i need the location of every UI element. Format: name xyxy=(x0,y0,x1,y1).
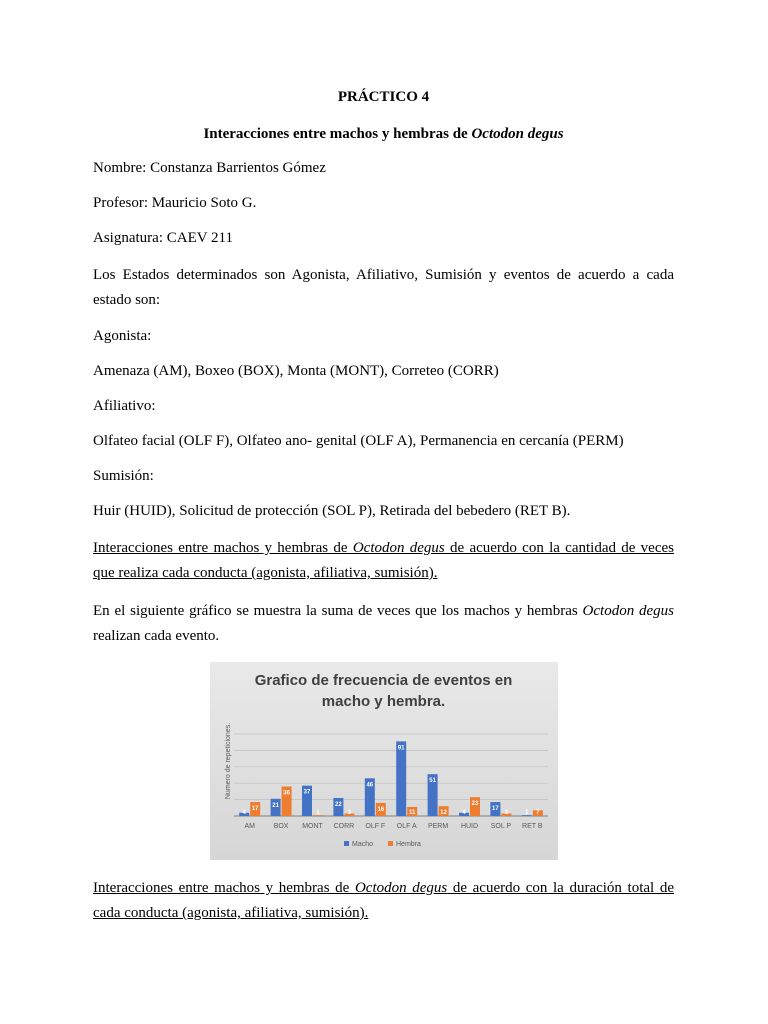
x-tick-label: CORR xyxy=(333,823,354,830)
legend-swatch-hembra xyxy=(388,841,393,846)
x-tick-label: AM xyxy=(243,823,255,830)
course-code: Asignatura: CAEV 211 xyxy=(93,230,233,246)
section1-text: Interacciones entre machos y hembras de xyxy=(93,540,353,556)
student-name: Nombre: Constanza Barrientos Gómez xyxy=(93,160,326,176)
section-heading-frequency xyxy=(93,536,674,586)
section-heading-duration xyxy=(93,876,674,926)
chart-title-line2: macho y hembra. xyxy=(321,693,446,710)
data-label: 17 xyxy=(491,806,499,813)
subtitle-species: Octodon degus xyxy=(471,126,564,142)
document-subtitle xyxy=(93,124,674,144)
x-tick-label: OLF F xyxy=(364,823,385,830)
chart-intro-paragraph xyxy=(93,599,674,649)
data-label: 36 xyxy=(282,790,290,797)
chart-intro-text: En el siguiente gráfico se muestra la suma de veces que los machos y hembras xyxy=(93,603,583,619)
data-label: 22 xyxy=(334,801,342,808)
data-label: 3 xyxy=(504,810,508,816)
data-label: 1 xyxy=(524,810,528,816)
data-label: 23 xyxy=(471,801,478,808)
x-tick-label: BOX xyxy=(273,823,288,830)
section1-species: Octodon degus xyxy=(352,540,445,556)
section2-species: Octodon degus xyxy=(354,880,448,896)
sumision-events: Huir (HUID), Solicitud de protección (SOL P), Retirada del bebedero (RET B). xyxy=(93,503,571,519)
data-label: 7 xyxy=(535,810,539,816)
data-label: 12 xyxy=(439,810,447,816)
chart-title-line1: Grafico de frecuencia de eventos en xyxy=(254,672,513,689)
x-tick-label: PERM xyxy=(427,823,448,830)
data-label: 16 xyxy=(376,806,384,813)
chart-intro-text-end: realizan cada evento. xyxy=(93,628,220,644)
subtitle-text: Interacciones entre machos y hembras de xyxy=(203,126,472,142)
chart-intro-species: Octodon degus xyxy=(582,603,674,619)
professor-name: Profesor: Mauricio Soto G. xyxy=(93,195,257,211)
chart-title xyxy=(210,670,558,712)
section2-text: Interacciones entre machos y hembras de xyxy=(93,880,355,896)
data-label: 4 xyxy=(461,810,466,816)
data-label: 91 xyxy=(397,745,405,752)
chart-container xyxy=(93,662,674,860)
x-tick-label: HUID xyxy=(460,823,478,830)
data-label: 51 xyxy=(428,778,436,785)
legend-label-hembra: Hembra xyxy=(395,841,421,848)
legend-swatch-macho xyxy=(344,841,349,846)
sumision-heading: Sumisión: xyxy=(93,468,154,484)
agonista-events: Amenaza (AM), Boxeo (BOX), Monta (MONT), Correteo (CORR) xyxy=(93,363,499,379)
bar-macho xyxy=(396,741,406,816)
legend-label-macho: Macho xyxy=(351,841,373,848)
x-tick-label: MONT xyxy=(301,823,323,830)
data-label: 11 xyxy=(408,810,415,816)
section1-text-end: de acuerdo con la cantidad de veces que realiza cada conducta (agonista, afiliativa, sumisión). xyxy=(93,540,674,581)
section2-text-end: de acuerdo con la duración total de cada conducta (agonista, afiliativa, sumisión). xyxy=(93,880,674,921)
afiliativo-heading: Afiliativo: xyxy=(93,398,156,414)
intro-paragraph: Los Estados determinados son Agonista, Afiliativo, Sumisión y eventos de acuerdo a cada estado son: xyxy=(93,267,674,308)
data-label: 21 xyxy=(271,802,279,809)
document-title: PRÁCTICO 4 xyxy=(337,89,430,105)
data-label: 1 xyxy=(315,810,320,816)
afiliativo-events: Olfateo facial (OLF F), Olfateo ano- genital (OLF A), Permanencia en cercanía (PERM) xyxy=(93,433,624,449)
data-label: 46 xyxy=(365,782,373,789)
data-label: 4 xyxy=(242,810,246,816)
agonista-heading: Agonista: xyxy=(93,328,152,344)
x-tick-label: OLF A xyxy=(396,823,417,830)
x-tick-label: SOL P xyxy=(490,823,511,830)
document-body xyxy=(93,87,674,939)
x-tick-label: RET B xyxy=(521,823,543,830)
frequency-chart xyxy=(210,662,558,860)
data-label: 37 xyxy=(303,789,310,796)
y-axis-label: Numero de repeticiones. xyxy=(224,722,232,800)
data-label: 3 xyxy=(347,810,351,816)
data-label: 17 xyxy=(251,806,259,813)
